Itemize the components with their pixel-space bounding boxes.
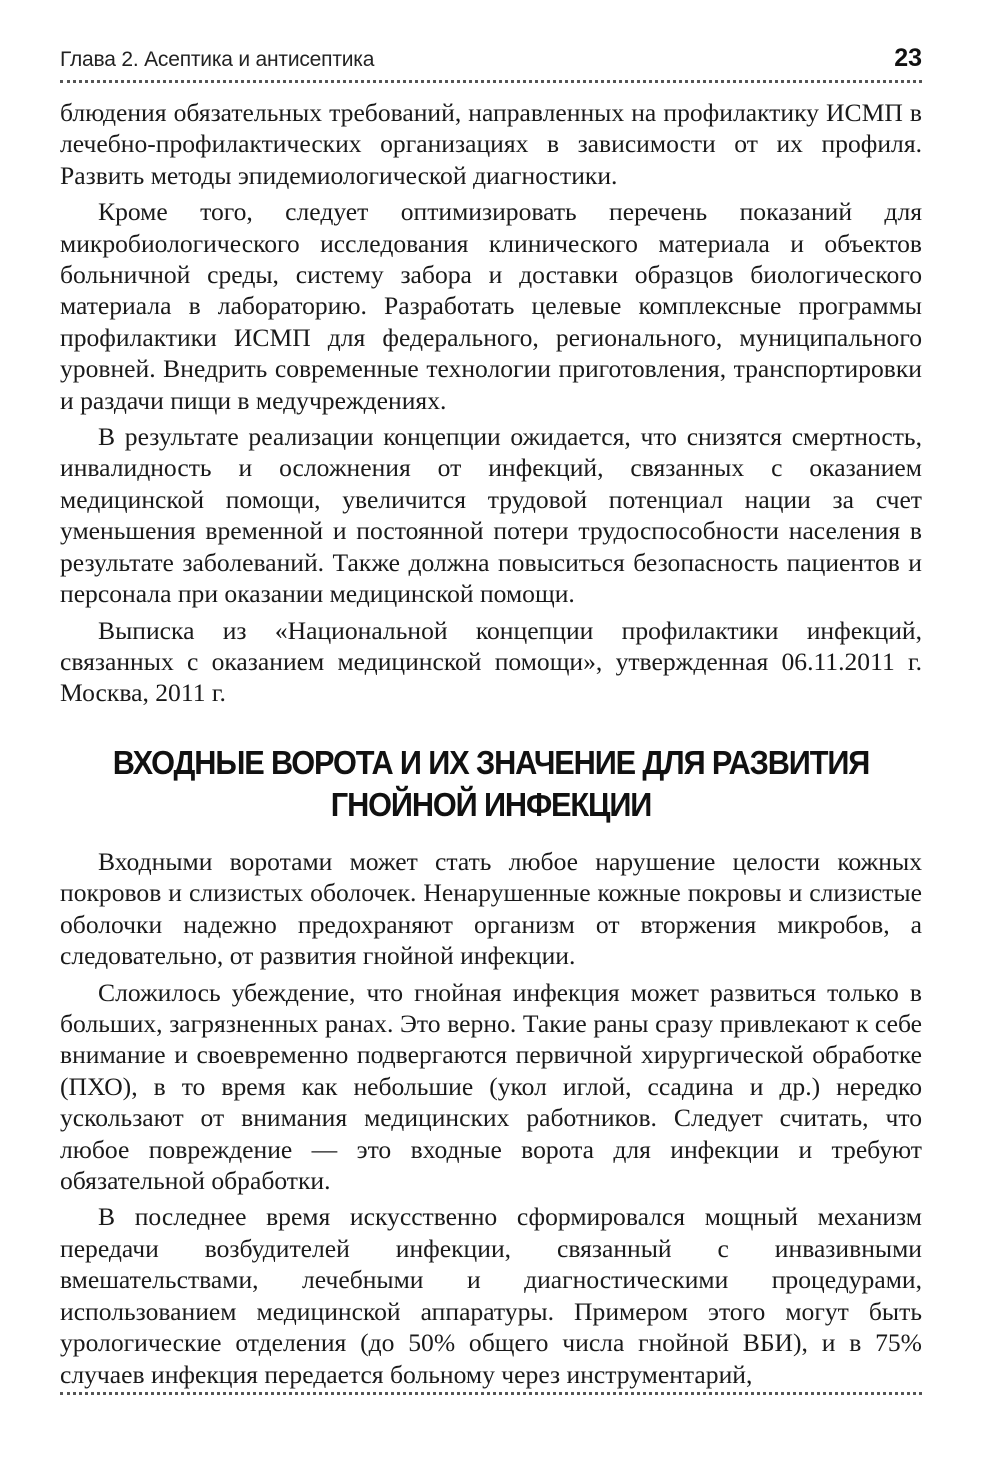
paragraph: блюдения обязательных требований, направленных на профилактику ИСМП в лечебно-профилактических организациях в зависимости от их профиля. Развить методы эпидемиологической диагностики. bbox=[60, 98, 922, 190]
paragraph: В последнее время искусственно сформировался мощный механизм передачи возбудителей инфекции, связанный с инвазивными вмешательствами, лечебными и диагностическими процедурами, использованием медицинской аппаратуры. Примером этого могут быть урологические отделения (до 50% общего числа гнойной ВБИ), и в 75% случаев инфекция передается больному через инструментарий, bbox=[60, 1202, 922, 1389]
paragraph: Выписка из «Национальной концепции профилактики инфекций, связанных с оказанием медицинской помощи», утвержденная 06.11.2011 г. Москва, 2011 г. bbox=[60, 615, 922, 708]
body-text-section-1 bbox=[60, 97, 922, 709]
page-number: 23 bbox=[894, 44, 922, 72]
paragraph: Сложилось убеждение, что гнойная инфекция может развиться только в больших, загрязненных ранах. Это верно. Такие раны сразу привлекают к себе внимание и своевременно подвергаются первичной хирургической обработке (ПХО), в то время как небольшие (укол иглой, ссадина и др.) нередко ускользают от внимания медицинских работников. Следует считать, что любое повреждение — это входные ворота для инфекции и требуют обязательной обработки. bbox=[60, 977, 922, 1196]
body-text-section-2 bbox=[60, 846, 922, 1390]
section-heading-line-1: ВХОДНЫЕ ВОРОТА И ИХ ЗНАЧЕНИЕ ДЛЯ РАЗВИТИЯ bbox=[112, 744, 870, 781]
paragraph: В результате реализации концепции ожидается, что снизятся смертность, инвалидность и осложнения от инфекций, связанных с оказанием медицинской помощи, увеличится трудовой потенциал нации за счет уменьшения временной и постоянной потери трудоспособности населения в результате заболеваний. Также должна повыситься безопасность пациентов и персонала при оказании медицинской помощи. bbox=[60, 422, 922, 609]
header-dotted-rule bbox=[60, 80, 922, 83]
paragraph: Входными воротами может стать любое нарушение целости кожных покровов и слизистых оболочек. Ненарушенные кожные покровы и слизистые оболочки надежно предохраняют организм от вторжения микробов, а следовательно, от развития гнойной инфекции. bbox=[60, 847, 922, 971]
paragraph: Кроме того, следует оптимизировать перечень показаний для микробиологического исследования клинического материала и объектов больничной среды, систему забора и доставки образцов биологического материала в лабораторию. Разработать целевые комплексные программы профилактики ИСМП для федерального, регионального, муниципального уровней. Внедрить современные технологии приготовления, транспортировки и раздачи пищи в медучреждениях. bbox=[60, 197, 922, 415]
chapter-title: Глава 2. Асептика и антисептика bbox=[60, 48, 375, 71]
section-heading-line-2: ГНОЙНОЙ ИНФЕКЦИИ bbox=[330, 786, 652, 823]
section-heading bbox=[90, 742, 892, 826]
running-header bbox=[60, 46, 922, 80]
footer-dotted-rule bbox=[60, 1392, 922, 1395]
